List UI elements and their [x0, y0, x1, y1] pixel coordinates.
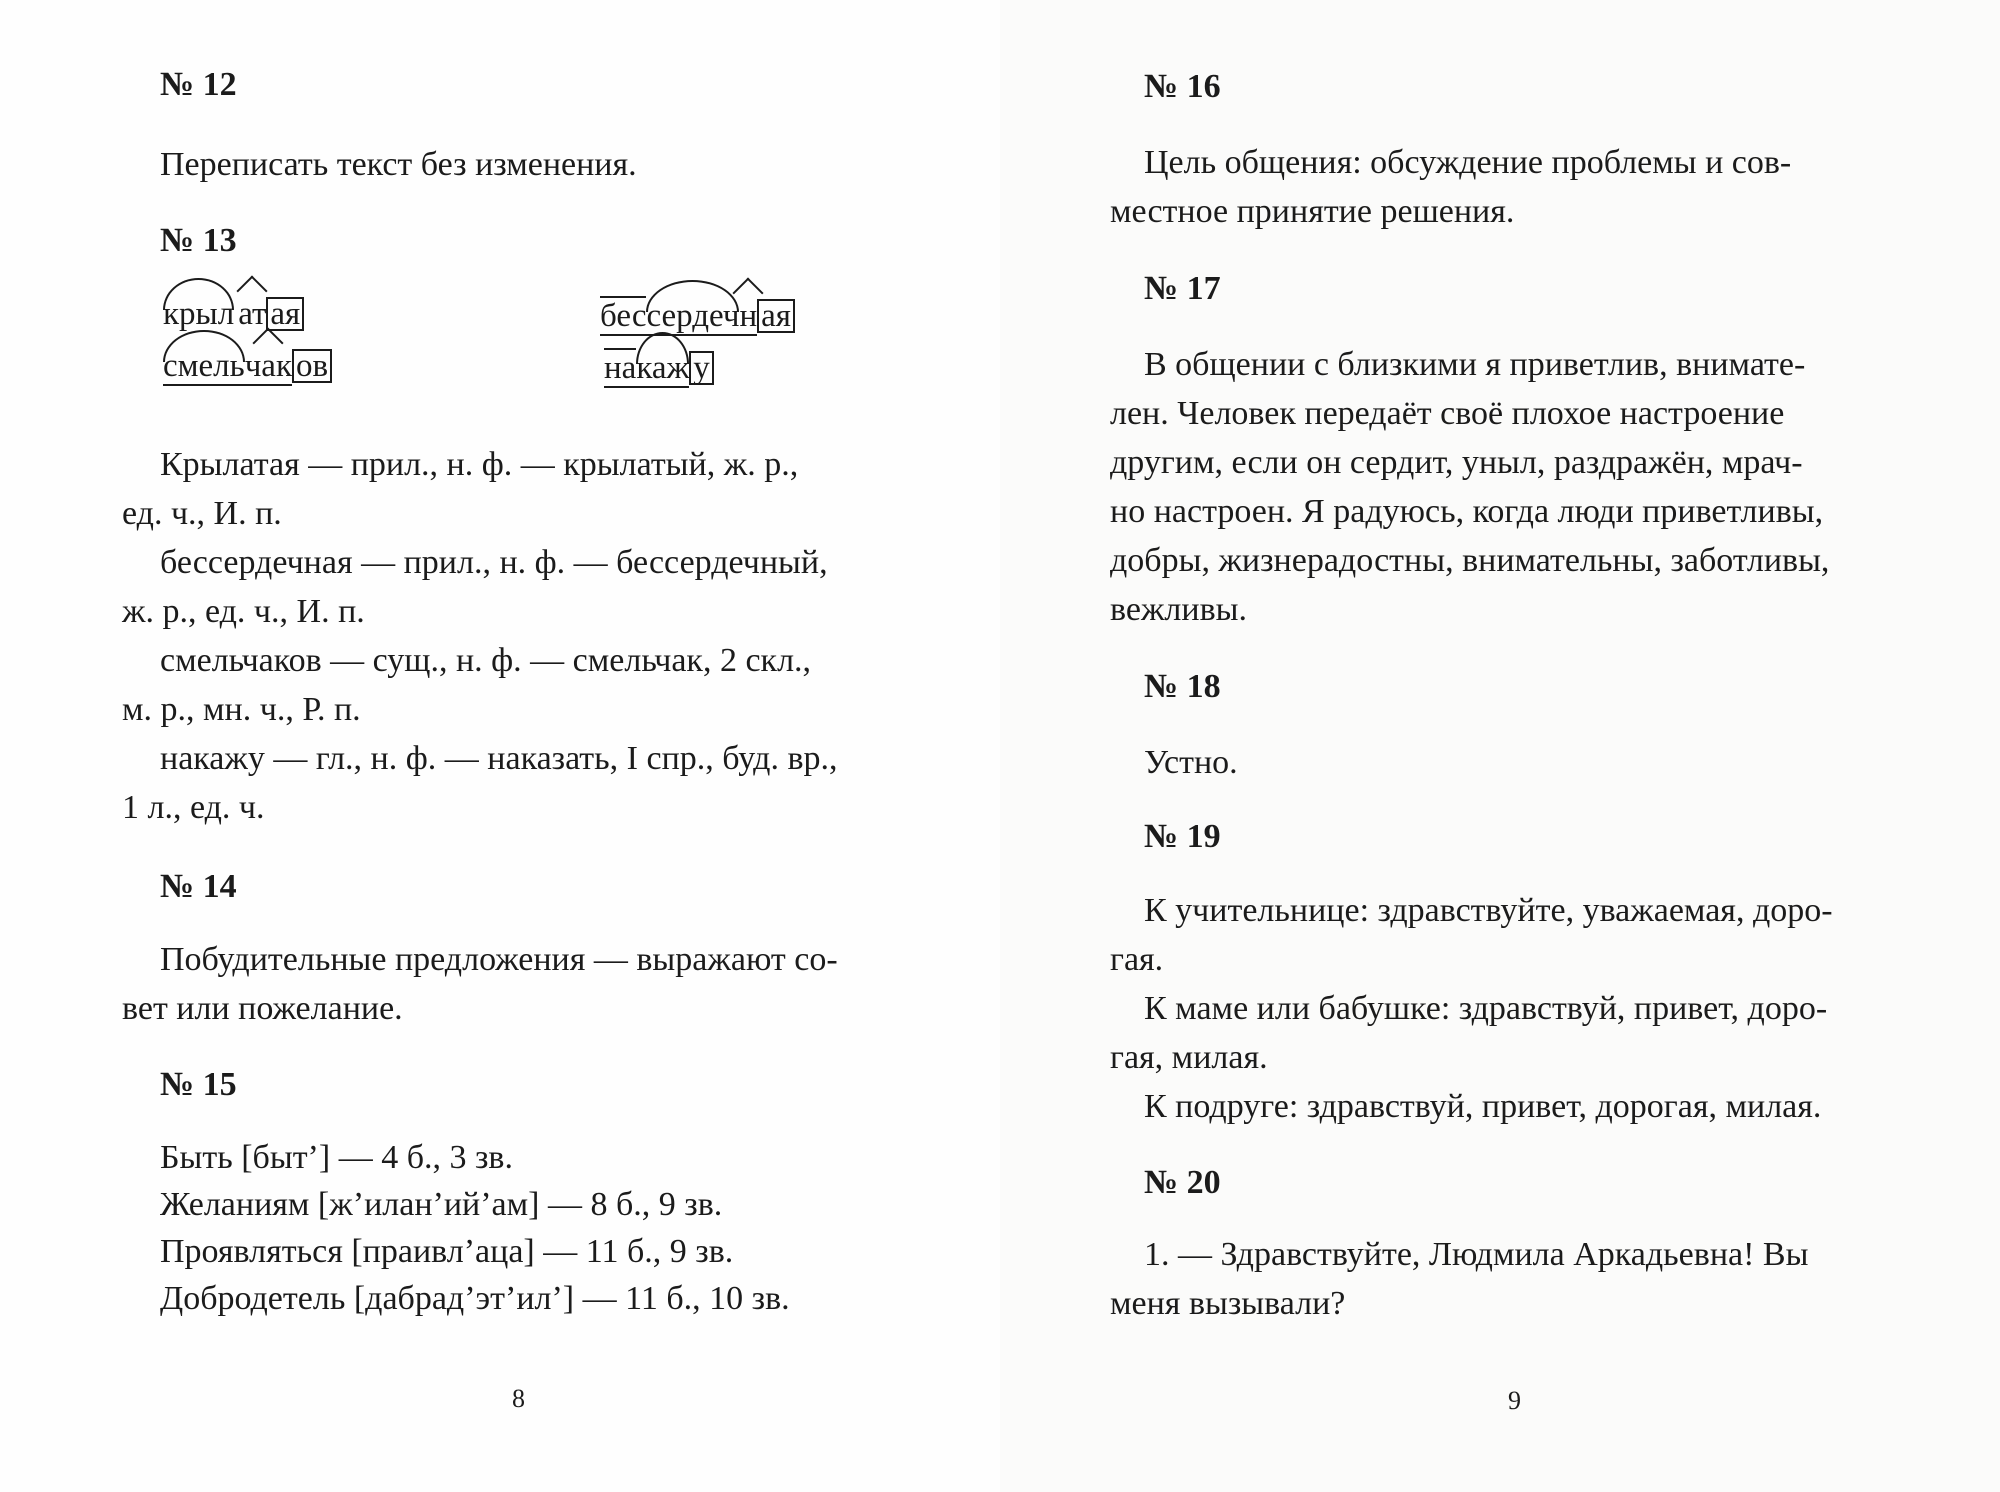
heading-15: № 15 — [160, 1066, 237, 1103]
morph-stem — [600, 296, 757, 336]
morph-suffix: чак — [245, 348, 292, 384]
morph-word-smelchakov — [163, 348, 332, 386]
root-arc — [163, 278, 234, 310]
morph-root: крыл — [163, 296, 234, 333]
morph-ending: у — [689, 351, 714, 385]
answer-18: Устно. — [1144, 744, 1238, 781]
answer-15-line: Желаниям [ж’илан’ий’ам] — 8 б., 9 зв. — [160, 1186, 723, 1223]
morph-prefix: бес — [600, 298, 647, 334]
morph-suffix: н — [739, 298, 757, 334]
morph-suffix: ат — [238, 296, 266, 333]
answer-19-line: К маме или бабушке: здравствуй, привет, доро- — [1144, 990, 1828, 1027]
analysis-line: накажу — гл., н. ф. — наказать, I спр., буд. вр., — [160, 740, 838, 777]
answer-17-line: но настроен. Я радуюсь, когда люди приветливы, — [1110, 493, 1824, 530]
analysis-line: м. р., мн. ч., Р. п. — [122, 691, 361, 728]
analysis-line: смельчаков — сущ., н. ф. — смельчак, 2 скл., — [160, 642, 812, 679]
morph-word-besserdechnaya — [600, 296, 795, 336]
morph-root: сердеч — [646, 298, 739, 334]
morph-root: смель — [163, 348, 245, 384]
answer-19-line: гая, милая. — [1110, 1039, 1268, 1076]
answer-14-line: Побудительные предложения — выражают со- — [160, 941, 838, 978]
page-number: 8 — [512, 1384, 525, 1413]
analysis-line: ж. р., ед. ч., И. п. — [122, 593, 365, 630]
morph-root: каж — [636, 350, 689, 386]
answer-20-line: меня вызывали? — [1110, 1285, 1346, 1322]
analysis-line: ед. ч., И. п. — [122, 495, 282, 532]
page-number: 9 — [1508, 1386, 1521, 1415]
morph-ending: ая — [266, 297, 304, 331]
morph-word-krylataya — [163, 296, 304, 333]
answer-17-line: лен. Человек передаёт своё плохое настроение — [1110, 395, 1785, 432]
root-arc — [636, 332, 689, 364]
answer-20-line: 1. — Здравствуйте, Людмила Аркадьевна! Вы — [1144, 1236, 1809, 1273]
root-arc — [163, 330, 245, 362]
heading-20: № 20 — [1144, 1164, 1221, 1201]
heading-12: № 12 — [160, 66, 237, 103]
answer-17-line: вежливы. — [1110, 591, 1247, 628]
heading-14: № 14 — [160, 868, 237, 905]
heading-13: № 13 — [160, 222, 237, 259]
answer-19-line: гая. — [1110, 941, 1164, 978]
morph-stem — [163, 348, 292, 386]
answer-17-line: В общении с близкими я приветлив, внимате- — [1144, 346, 1806, 383]
answer-15-line: Быть [быт’] — 4 б., 3 зв. — [160, 1139, 513, 1176]
analysis-line: 1 л., ед. ч. — [122, 789, 265, 826]
answer-17-line: другим, если он сердит, уныл, раздражён, мрач- — [1110, 444, 1803, 481]
analysis-line: бессердечная — прил., н. ф. — бессердечный, — [160, 544, 828, 581]
morph-stem — [604, 348, 689, 388]
morph-ending: ов — [292, 349, 332, 383]
heading-19: № 19 — [1144, 818, 1221, 855]
answer-16-line: Цель общения: обсуждение проблемы и сов- — [1144, 144, 1792, 181]
heading-18: № 18 — [1144, 668, 1221, 705]
answer-17-line: добры, жизнерадостны, внимательны, заботливы, — [1110, 542, 1830, 579]
answer-16-line: местное принятие решения. — [1110, 193, 1515, 230]
answer-15-line: Добродетель [дабрад’эт’ил’] — 11 б., 10 зв. — [160, 1280, 790, 1317]
morph-prefix: на — [604, 350, 637, 386]
morph-ending: ая — [757, 299, 795, 333]
heading-16: № 16 — [1144, 68, 1221, 105]
answer-14-line: вет или пожелание. — [122, 990, 403, 1027]
answer-19-line: К подруге: здравствуй, привет, дорогая, милая. — [1144, 1088, 1822, 1125]
root-arc — [646, 280, 739, 312]
heading-17: № 17 — [1144, 270, 1221, 307]
analysis-line: Крылатая — прил., н. ф. — крылатый, ж. р., — [160, 446, 799, 483]
answer-15-line: Проявляться [праивл’аца] — 11 б., 9 зв. — [160, 1233, 734, 1270]
morph-word-nakazhu — [604, 348, 714, 388]
answer-19-line: К учительнице: здравствуйте, уважаемая, доро- — [1144, 892, 1833, 929]
right-page — [1000, 0, 2000, 1492]
answer-12: Переписать текст без изменения. — [160, 146, 637, 183]
